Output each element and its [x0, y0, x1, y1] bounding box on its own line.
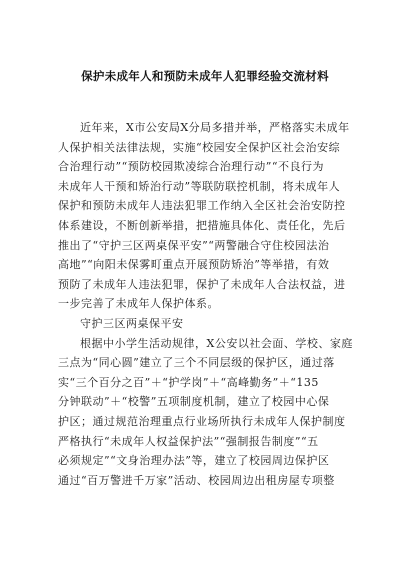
paragraph-line: 预防了未成年人违法犯罪，保护了未成年人合法权益，进	[58, 277, 346, 291]
paragraph-line: 高地”“向阳未保雾町重点开展预防矫治”等举措，有效	[58, 258, 330, 272]
paragraph-line: 根据中小学生活动规律，X公安以社会面、学校、家庭	[80, 336, 353, 350]
paragraph-line: 实“三个百分之百”＋“护学岗”＋“高峰勤务”＋“135	[58, 375, 319, 389]
document-title: 保护未成年人和预防未成年人犯罪经验交流材料	[81, 69, 329, 83]
paragraph-line: 三点为“同心圆”建立了三个不同层级的保护区，通过落	[58, 356, 335, 370]
paragraph-line: 合治理行动”“预防校园欺凌综合治理行动”“不良行为	[58, 160, 324, 174]
paragraph-line: 一步完善了未成年人保护体系。	[58, 297, 219, 311]
paragraph-line: 分钟联动”＋“校警”五项制度机制，建立了校园中心保	[58, 395, 330, 409]
paragraph-line: 近年来，X市公安局X分局多措并举，严格落实未成年	[80, 121, 350, 134]
paragraph-line: 人保护相关法律法规，实施“校园安全保护区社会治安综	[58, 140, 341, 154]
paragraph-line: 护区；通过规范治理重点行业场所执行未成年人保护制度	[58, 414, 346, 428]
paragraph-line: 严格执行“未成年人权益保护法”“强制报告制度”“五	[58, 434, 319, 448]
paragraph-line: 通过“百万警进千万家”活动、校园周边出租房屋专项整	[58, 473, 335, 487]
paragraph-line: 必须规定”“文身治理办法”等，建立了校园周边保护区	[58, 454, 330, 468]
paragraph-line: 体系建设，不断创新举措，把措施具体化、责任化，先后	[58, 218, 346, 232]
paragraph-line: 保护和预防未成年人违法犯罪工作纳入全区社会治安防控	[58, 199, 346, 213]
paragraph-line: 推出了“守护三区两桌保平安”“两警融合守住校园法治	[58, 238, 330, 252]
paragraph-line: 守护三区两桌保平安	[80, 316, 184, 330]
document-body	[58, 118, 358, 490]
paragraph-line: 未成年人干预和矫治行动”等联防联控机制，将未成年人	[58, 179, 341, 193]
